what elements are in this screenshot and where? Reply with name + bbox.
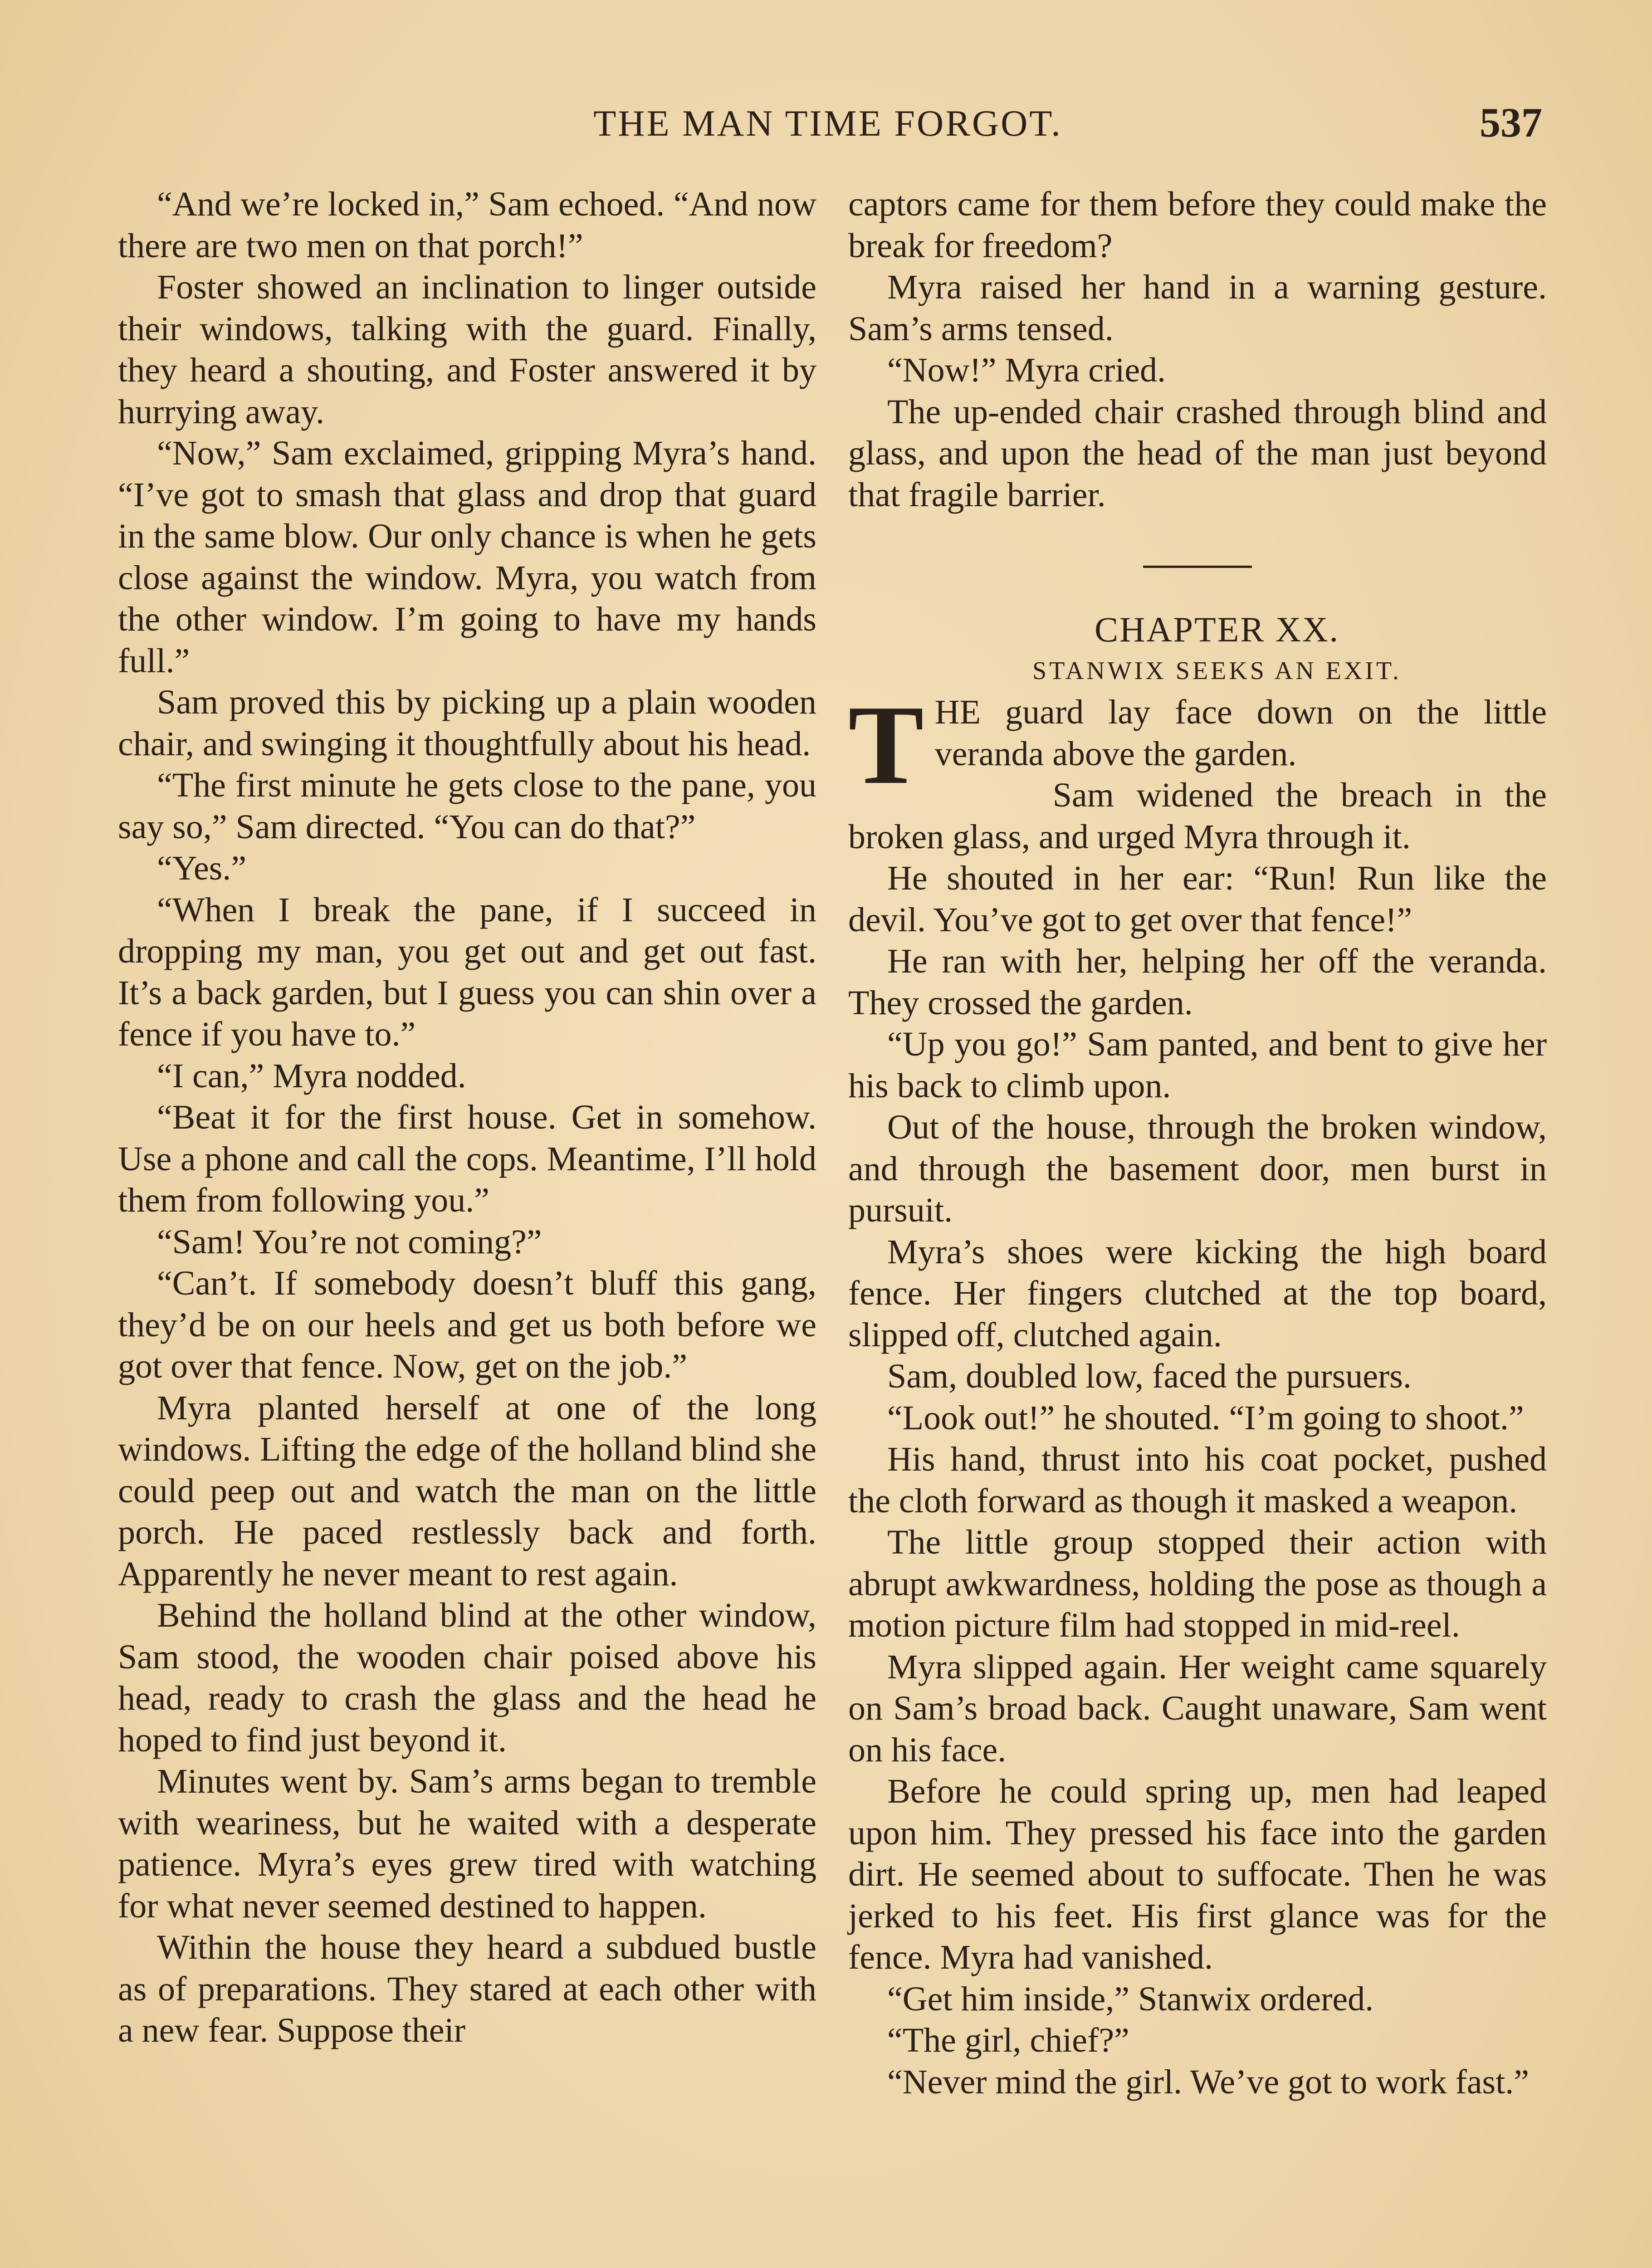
paragraph: “When I break the pane, if I succeed in dropping my man, you get out and get out fast. It’s a back garden, but I guess you can shin over a fence if you have to.” bbox=[118, 890, 816, 1053]
paragraph: Within the house they heard a subdued bustle as of preparations. They stared at each other with a new fear. Suppose their bbox=[118, 1928, 816, 2049]
paragraph: Behind the holland blind at the other window, Sam stood, the wooden chair poised above his head, ready to crash the glass and the head he hoped to find just beyond it. bbox=[118, 1596, 816, 1759]
paragraph: captors came for them before they could make the break for freedom? bbox=[848, 185, 1547, 265]
paragraph: “Sam! You’re not coming?” bbox=[157, 1222, 542, 1261]
paragraph: “Now,” Sam exclaimed, gripping Myra’s hand. “I’ve got to smash that glass and drop that guard in the same blow. Our only chance is when he gets close against the window. Myra, you watch from the other window. I’m going to have my hands full.” bbox=[118, 434, 816, 680]
paragraph: Sam proved this by picking up a plain wooden chair, and swinging it thoughtfully about his head. bbox=[118, 683, 816, 763]
paragraph: “Can’t. If somebody doesn’t bluff this gang, they’d be on our heels and get us both before we got over that fence. Now, get on the job.” bbox=[118, 1264, 816, 1385]
paragraph: Myra’s shoes were kicking the high board fence. Her fingers clutched at the top board, slipped off, clutched again. bbox=[848, 1232, 1547, 1354]
paragraph: The little group stopped their action with abrupt awkwardness, holding the pose as though a motion picture film had stopped in mid-reel. bbox=[848, 1523, 1547, 1644]
drop-cap: T bbox=[848, 682, 924, 808]
paragraph: “The girl, chief?” bbox=[887, 2021, 1129, 2059]
paragraph: Sam widened the breach in the broken glass, and urged Myra through it. bbox=[848, 776, 1547, 856]
paragraph: Minutes went by. Sam’s arms began to tremble with weariness, but he waited with a desperate patience. Myra’s eyes grew tired with watching for what never seemed destined to happen. bbox=[118, 1762, 816, 1925]
paragraph: Myra planted herself at one of the long windows. Lifting the edge of the holland blind she could peep out and watch the man on the little porch. He paced restlessly back and forth. Apparently he never meant to rest again. bbox=[118, 1388, 816, 1593]
paragraph: Sam, doubled low, faced the pursuers. bbox=[887, 1357, 1412, 1395]
paragraph: “The first minute he gets close to the pane, you say so,” Sam directed. “You can do that?” bbox=[118, 766, 816, 846]
paragraph: “Get him inside,” Stanwix ordered. bbox=[887, 1980, 1374, 2018]
paragraph: Myra raised her hand in a warning gesture. Sam’s arms tensed. bbox=[848, 268, 1547, 348]
running-header bbox=[113, 93, 1542, 147]
paragraph: “I can,” Myra nodded. bbox=[157, 1056, 466, 1095]
paragraph: Foster showed an inclination to linger outside their windows, talking with the guard. Finally, they heard a shouting, and Foster answered it by hurrying away. bbox=[118, 268, 816, 431]
left-column bbox=[118, 184, 816, 2052]
paragraph: “Look out!” he shouted. “I’m going to shoot.” bbox=[887, 1398, 1524, 1437]
paragraph: “Now!” Myra cried. bbox=[887, 351, 1166, 389]
opening-text: HE guard lay face down on the little veranda above the garden. bbox=[934, 693, 1547, 773]
paragraph: His hand, thrust into his coat pocket, pushed the cloth forward as though it masked a weapon. bbox=[848, 1440, 1547, 1520]
right-column bbox=[848, 184, 1547, 2103]
chapter-heading: CHAPTER XX. bbox=[1094, 610, 1340, 649]
paragraph: “Yes.” bbox=[157, 849, 247, 887]
section-divider bbox=[1143, 566, 1252, 568]
paragraph: He ran with her, helping her off the veranda. They crossed the garden. bbox=[848, 942, 1547, 1022]
paragraph: Out of the house, through the broken window, and through the basement door, men burst in pursuit. bbox=[848, 1108, 1547, 1229]
paragraph: He shouted in her ear: “Run! Run like the devil. You’ve got to get over that fence!” bbox=[848, 859, 1547, 939]
chapter-subtitle: STANWIX SEEKS AN EXIT. bbox=[1032, 656, 1402, 685]
paragraph: The up-ended chair crashed through blind and glass, and upon the head of the man just beyond that fragile barrier. bbox=[848, 392, 1547, 514]
paragraph: “Never mind the girl. We’ve got to work fast.” bbox=[887, 2063, 1529, 2101]
paragraph: “And we’re locked in,” Sam echoed. “And now there are two men on that porch!” bbox=[118, 185, 816, 265]
paragraph: Myra slipped again. Her weight came squarely on Sam’s broad back. Caught unaware, Sam went on his face. bbox=[848, 1647, 1547, 1769]
paragraph: “Beat it for the first house. Get in somehow. Use a phone and call the cops. Meantime, I’ll hold them from following you.” bbox=[118, 1098, 816, 1219]
chapter-opening-paragraph bbox=[848, 682, 1547, 808]
paragraph: “Up you go!” Sam panted, and bent to give her his back to climb upon. bbox=[848, 1025, 1547, 1105]
page-number: 537 bbox=[1480, 99, 1542, 146]
running-title: THE MAN TIME FORGOT. bbox=[593, 103, 1062, 144]
paragraph: Before he could spring up, men had leaped upon him. They pressed his face into the garden dirt. He seemed about to suffocate. Then he was jerked to his feet. His first glance was for the fence. Myra had vanished. bbox=[848, 1772, 1547, 1976]
